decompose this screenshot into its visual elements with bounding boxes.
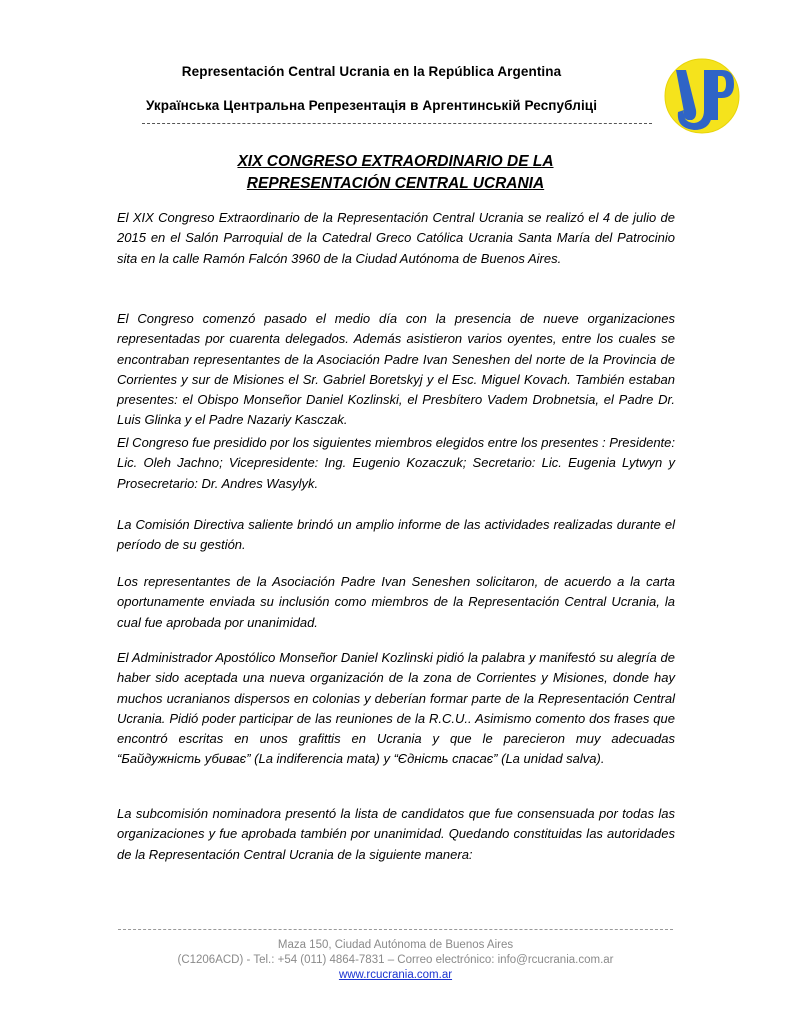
paragraph-nominations: La subcomisión nominadora presentó la lista de candidatos que fue consensuada por todas las organizaciones y fue aprobada también por unanimidad. Quedando constituidas las autoridades de la Representación Central Ucrania de la siguiente manera:: [117, 806, 675, 862]
document-title-line-2: REPRESENTACIÓN CENTRAL UCRANIA: [246, 175, 545, 192]
paragraph-attendance: El Congreso comenzó pasado el medio día con la presencia de nueve organizaciones representadas por cuarenta delegados. Además asistieron varios oyentes, entre los cuales se encontraban representantes de la Asociación Padre Ivan Seneshen del norte de la Provincia de Corrientes y sur de Misiones el Sr. Gabriel Boretskyj y el Esc. Miguel Kovach. También estaban presentes: el Obispo Monseñor Daniel Kozlinski, el Presbítero Vadem Drobnetsia, el Padre Dr. Luis Glinka y el Padre Nazariy Kasczak.: [117, 311, 675, 428]
footer-contact: (C1206ACD) - Tel.: +54 (011) 4864-7831 – Correo electrónico: info@rcucrania.com.ar: [177, 954, 614, 966]
footer-divider: [118, 929, 673, 930]
paragraph-new-member: Los representantes de la Asociación Padre Ivan Seneshen solicitaron, de acuerdo a la carta oportunamente enviada su inclusión como miembros de la Representación Central Ucrania, la cual fue aprobada por unanimidad.: [117, 574, 675, 630]
paragraph-board-report: La Comisión Directiva saliente brindó un amplio informe de las actividades realizadas durante el período de su gestión.: [117, 517, 675, 553]
footer-address: Maza 150, Ciudad Autónoma de Buenos Aires: [277, 939, 514, 951]
document-title-line-1: XIX CONGRESO EXTRAORDINARIO DE LA: [237, 153, 554, 170]
paragraph-congress-date: El XIX Congreso Extraordinario de la Representación Central Ucrania se realizó el 4 de julio de 2015 en el Salón Parroquial de la Catedral Greco Católica Ucrania Santa María del Patrocinio sita en la calle Ramón Falcón 3960 de la Ciudad Autónoma de Buenos Aires.: [117, 210, 675, 266]
footer-website-link[interactable]: www.rcucrania.com.ar: [338, 969, 453, 981]
organization-logo: [662, 56, 742, 136]
header-title-spanish: Representación Central Ucrania en la República Argentina: [181, 64, 562, 79]
header-divider: [142, 123, 652, 124]
paragraph-bishop-speech: El Administrador Apostólico Monseñor Daniel Kozlinski pidió la palabra y manifestó su alegría de haber sido aceptada una nueva organización de la zona de Corrientes y Misiones, donde hay muchos ucranianos dispersos en colonias y deberían formar parte de la Representación Central Ucrania. Pidió poder participar de las reuniones de la R.C.U.. Asimismo comento dos frases que encontró escritas en unos grafittis en Ucrania y que le parecieron muy adecuadas “Байдужність убиває” (La indiferencia mata) y “Єдність спасає” (La unidad salva).: [117, 650, 675, 767]
paragraph-presiding-members: El Congreso fue presidido por los siguientes miembros elegidos entre los presentes : Presidente: Lic. Oleh Jachno; Vicepresidente: Ing. Eugenio Kozaczuk; Secretario: Lic. Eugenia Lytwyn y Prosecretario: Dr. Andres Wasylyk.: [117, 435, 675, 491]
header-title-ukrainian: Українська Центральна Репрезентація в Аргентинській Республіці: [145, 98, 598, 113]
